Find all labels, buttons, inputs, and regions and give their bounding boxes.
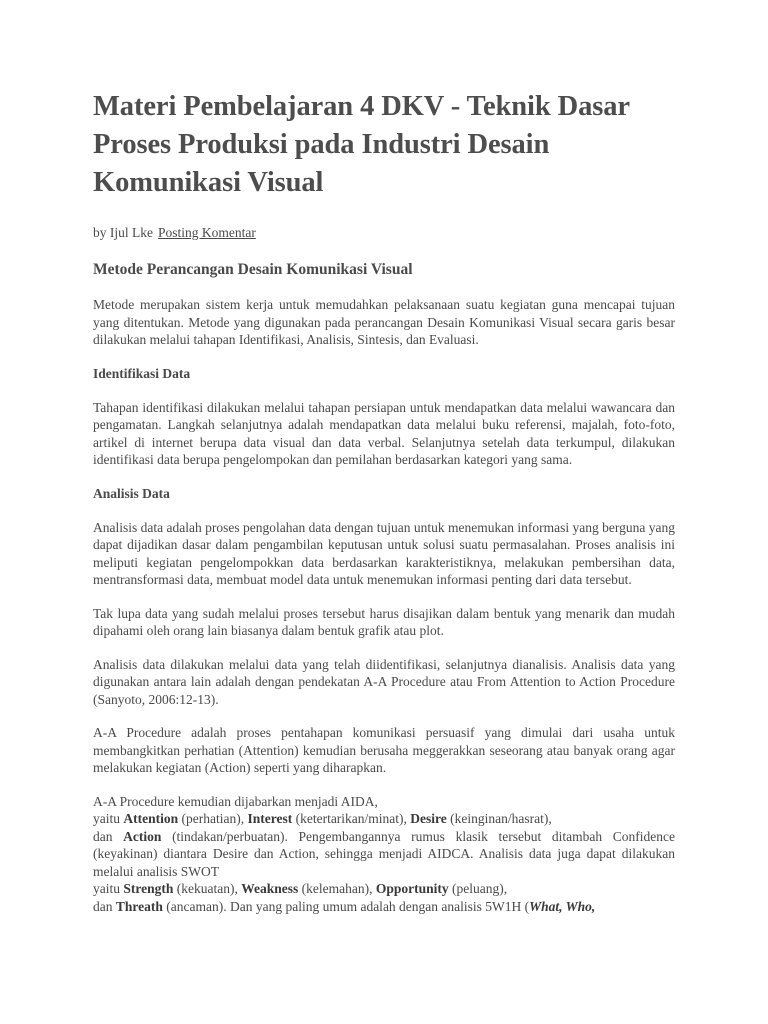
term-action: Action: [123, 828, 162, 844]
swot-text: yaitu: [93, 881, 124, 896]
swot-text: (kelemahan),: [298, 881, 376, 896]
swot-text: (ancaman). Dan yang paling umum adalah dengan analisis 5W1H (: [162, 898, 530, 914]
article-title: Materi Pembelajaran 4 DKV - Teknik Dasar Proses Produksi pada Industri Desain Komunikasi Visual: [93, 91, 630, 198]
intro-paragraph: Metode merupakan sistem kerja untuk memudahkan pelaksanaan suatu kegiatan guna mencapai tujuan yang ditentukan. Metode yang digunakan pada perancangan Desain Komunikasi Visual secara garis besar dilakukan melalui tahapan Identifikasi, Analisis, Sintesis, dan Evaluasi.: [93, 297, 675, 347]
aida-text: yaitu: [93, 811, 124, 826]
analisis-paragraph-2: Tak lupa data yang sudah melalui proses tersebut harus disajikan dalam bentuk yang menarik dan mudah dipahami oleh orang lain biasanya dalam bentuk grafik atau plot.: [93, 605, 675, 638]
swot-text: (kekuatan),: [173, 881, 242, 896]
aida-line-1: A-A Procedure kemudian dijabarkan menjadi AIDA,: [93, 793, 378, 809]
analisis-heading: Analisis Data: [93, 485, 170, 501]
term-what-who: What, Who,: [529, 898, 596, 914]
term-interest: Interest: [247, 811, 293, 826]
aida-text: (perhatian),: [178, 811, 248, 826]
term-opportunity: Opportunity: [375, 881, 449, 896]
term-desire: Desire: [410, 811, 447, 826]
byline: [93, 224, 675, 242]
term-weakness: Weakness: [241, 881, 299, 896]
identifikasi-heading: Identifikasi Data: [93, 365, 191, 381]
identifikasi-paragraph: Tahapan identifikasi dilakukan melalui tahapan persiapan untuk mendapatkan data melalui wawancara dan pengamatan. Langkah selanjutnya adalah mendapatkan data melalui buku referensi, majalah, foto-foto, artikel di internet berupa data visual dan data verbal. Selanjutnya setelah data terkumpul, dilakukan identifikasi data berupa pengelompokan dan pemilahan berdasarkan kategori yang sama.: [93, 399, 675, 467]
aida-text: dan: [93, 828, 124, 844]
term-attention: Attention: [123, 811, 179, 826]
analisis-paragraph-4: A-A Procedure adalah proses pentahapan komunikasi persuasif yang dimulai dari usaha untuk membangkitkan perhatian (Attention) kemudian berusaha meggerakkan seseorang atau banyak orang agar melakukan kegiatan (Action) seperti yang diharapkan.: [93, 725, 675, 775]
section-heading: Metode Perancangan Desain Komunikasi Visual: [93, 261, 413, 278]
article: [93, 88, 675, 931]
term-strength: Strength: [123, 881, 174, 896]
term-threath: Threath: [115, 898, 163, 914]
aida-text: (keinginan/hasrat),: [446, 811, 552, 826]
analisis-paragraph-1: Analisis data adalah proses pengolahan data dengan tujuan untuk menemukan informasi yang berguna yang dapat dijadikan dasar dalam pengambilan keputusan untuk solusi suatu permasalahan. Proses analisis ini meliputi kegiatan pengelompokkan data berdasarkan karakteristiknya, melakukan pembersihan data, mentransformasi data, membuat model data untuk menemukan informasi penting dari data tersebut.: [93, 519, 675, 587]
swot-text: (peluang),: [448, 881, 508, 896]
swot-text: dan: [93, 898, 116, 914]
aida-paragraph: [93, 793, 675, 916]
analisis-paragraph-3: Analisis data dilakukan melalui data yang telah diidentifikasi, selanjutnya dianalisis. Analisis data yang digunakan antara lain adalah dengan pendekatan A-A Procedure atau From Attention to Action Procedure (Sanyoto, 2006:12-13).: [93, 656, 675, 707]
post-comment-link[interactable]: Posting Komentar: [158, 225, 256, 240]
aida-text: (ketertarikan/minat),: [292, 811, 411, 826]
aida-text: (tindakan/perbuatan). Pengembangannya rumus klasik tersebut ditambah Confidence (keyakinan) diantara Desire dan Action, sehingga menjadi AIDCA. Analisis data juga dapat dilakukan melalui analisis SWOT: [93, 828, 675, 879]
author-name: by Ijul Lke: [93, 225, 153, 240]
